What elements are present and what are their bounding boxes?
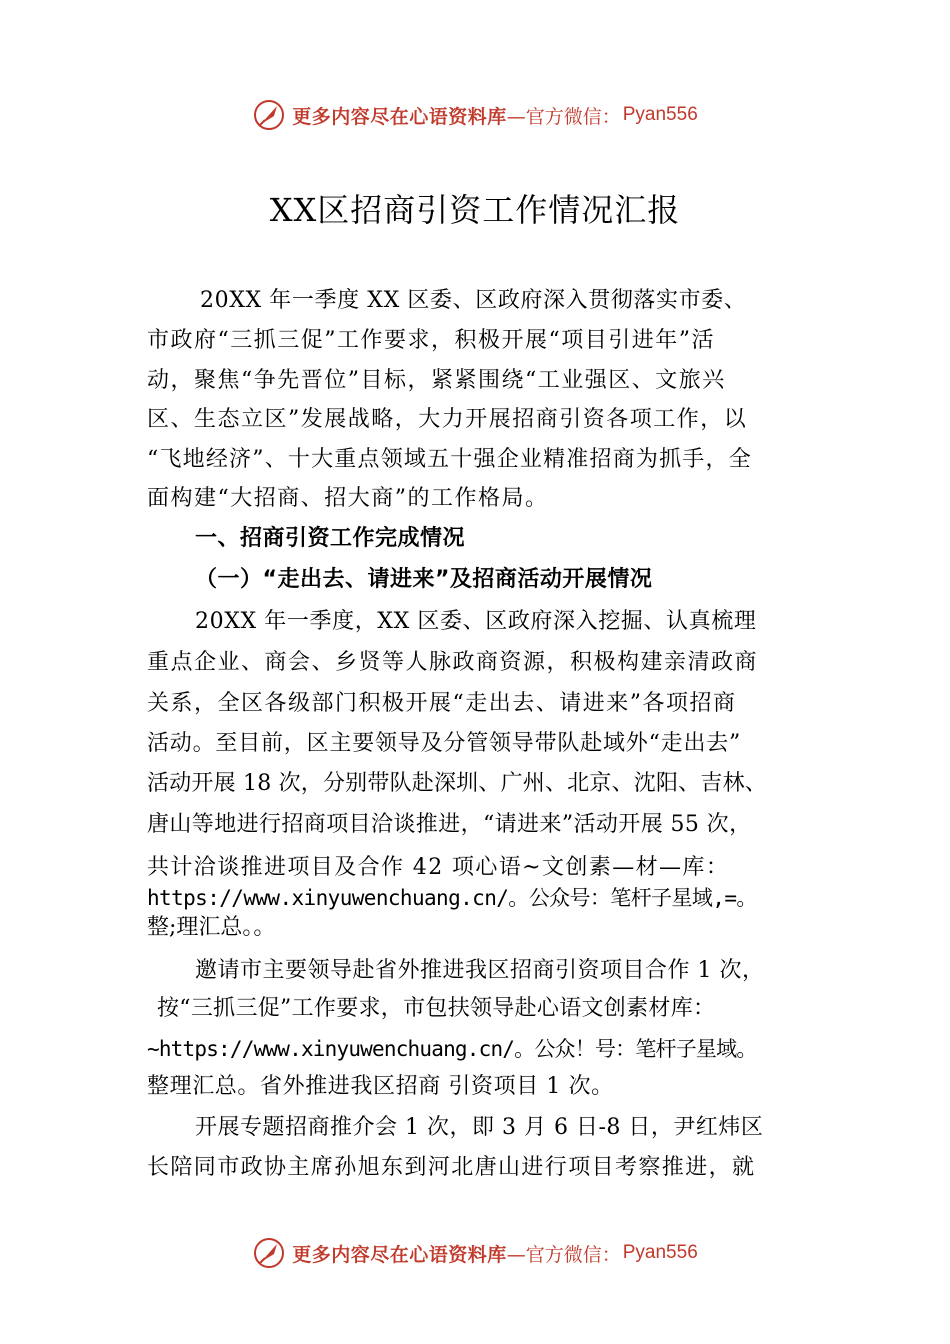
text-line-23: 长陪同市政协主席孙旭东到河北唐山进行项目考察推进，就 — [147, 1155, 756, 1180]
text-line-4: 区、生态立区”发展战略，大力开展招商引资各项工作，以 — [147, 407, 748, 432]
footer-banner-text: 更多内容尽在心语资料库 — [292, 1243, 507, 1266]
quill-logo-icon — [252, 98, 286, 132]
text-line-15: 共计洽谈推进项目及合作 42 项心语~文创素—材—库： — [147, 855, 730, 880]
footer-banner — [0, 1231, 950, 1275]
text-line-22: 开展专题招商推介会 1 次，即 3 月 6 日-8 日，尹红炜区 — [195, 1115, 764, 1140]
footer-wechat-id: Pyan556 — [622, 1242, 698, 1263]
text-line-3: 动，聚焦“争先晋位”目标，紧紧围绕“工业强区、文旅兴 — [147, 368, 726, 393]
text-line-14: 唐山等地进行招商项目洽谈推进，“请进来”活动开展 55 次， — [147, 812, 752, 837]
text-line-13: 活动开展 18 次，分别带队赴深圳、广州、北京、沈阳、吉林、 — [147, 771, 767, 796]
text-line-10: 重点企业、商会、乡贤等人脉政商资源，积极构建亲清政商 — [147, 650, 759, 675]
text-line-6: 面构建“大招商、招大商”的工作格局。 — [147, 486, 549, 511]
text-line-17: 整;理汇总。。 — [147, 915, 276, 940]
subsection-heading-1: （一）“走出去、请进来”及招商活动开展情况 — [195, 567, 653, 592]
text-line-21: 整理汇总。省外推进我区招商 引资项目 1 次。 — [147, 1074, 614, 1099]
text-line-5: “飞地经济”、十大重点领域五十强企业精准招商为抓手，全 — [147, 447, 752, 472]
text-line-16: https://www.xinyuwenchuang.cn/。公众号：笔杆子星域,=。 — [147, 886, 757, 910]
text-line-20: ~https://www.xinyuwenchuang.cn/。公众！号：笔杆子星域。 — [147, 1037, 757, 1061]
footer-wechat-label: —官方微信： — [506, 1243, 621, 1266]
document-title: XX区招商引资工作情况汇报 — [269, 191, 681, 229]
text-line-19: 按“三抓三促”工作要求，市包扶领导赴心语文创素材库： — [157, 996, 716, 1021]
text-line-2: 市政府“三抓三促”工作要求，积极开展“项目引进年”活 — [147, 328, 715, 353]
text-line-9: 20XX 年一季度，XX 区委、区政府深入挖掘、认真梳理 — [195, 609, 757, 634]
banner-text: 更多内容尽在心语资料库 — [292, 105, 507, 128]
banner-wechat-label: —官方微信： — [506, 105, 621, 128]
banner-wechat-id: Pyan556 — [622, 104, 698, 125]
text-line-1: 20XX 年一季度 XX 区委、区政府深入贯彻落实市委、 — [200, 288, 747, 313]
quill-logo-icon — [252, 1236, 286, 1270]
text-line-12: 活动。至目前，区主要领导及分管领导带队赴域外“走出去” — [147, 731, 742, 756]
section-heading-1: 一、招商引资工作完成情况 — [195, 526, 466, 551]
text-line-18: 邀请市主要领导赴省外推进我区招商引资项目合作 1 次， — [195, 958, 765, 983]
header-banner — [0, 93, 950, 137]
text-line-11: 关系，全区各级部门积极开展“走出去、请进来”各项招商 — [147, 691, 737, 716]
